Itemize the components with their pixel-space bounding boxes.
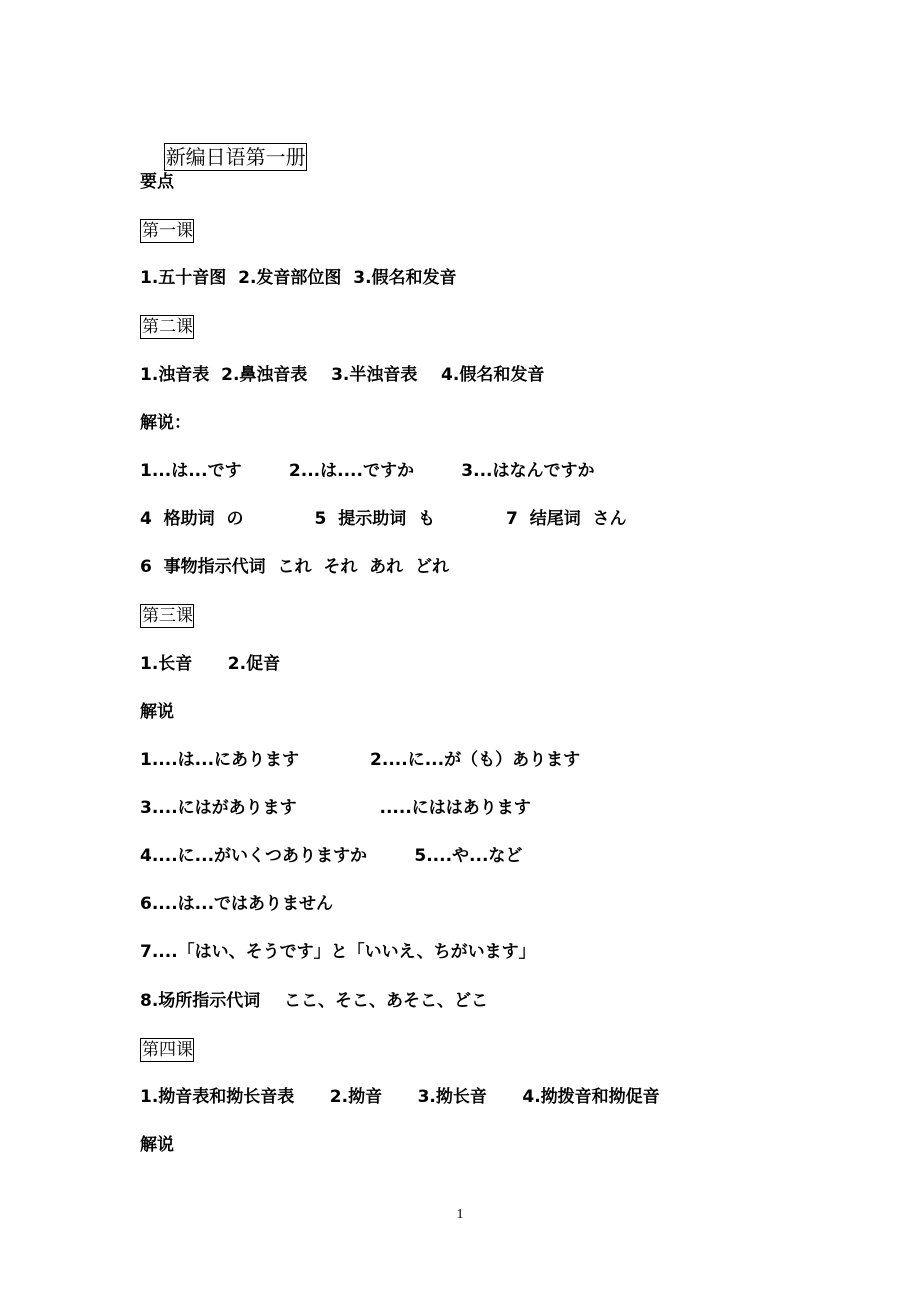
line-text: 1...は...です 2...は....ですか 3...はなんですか [140, 461, 595, 481]
lesson-heading-text: 第一课 [142, 221, 193, 241]
line-text: 1....は...にあります 2....に...が（も）あります [140, 750, 581, 770]
text-line [140, 1086, 660, 1108]
text-line [140, 171, 174, 193]
line-text: 6....は...ではありません [140, 894, 334, 914]
line-text: 1.长音 2.促音 [140, 654, 281, 674]
text-line [140, 653, 280, 675]
line-text: 3....にはがあります .....にははあります [140, 798, 531, 818]
text-line [140, 701, 174, 723]
page-number: 1 [456, 1207, 464, 1222]
line-text: 4....に...がいくつありますか 5....や...など [140, 846, 523, 866]
line-text: 8.场所指示代词 ここ、そこ、あそこ、どこ [140, 991, 488, 1011]
line-text: 7....「はい、そうです」と「いいえ、ちがいます」 [140, 942, 536, 962]
document-title: 新编日语第一册 [165, 145, 306, 169]
line-text: 1.浊音表 2.鼻浊音表 3.半浊音表 4.假名和发音 [140, 365, 545, 385]
text-line [140, 893, 333, 915]
text-line [140, 845, 522, 867]
text-line [140, 508, 627, 530]
text-line [140, 556, 449, 578]
line-text: 6 事物指示代词 これ それ あれ どれ [140, 557, 450, 577]
line-text: 要点 [140, 172, 174, 192]
text-line [140, 460, 595, 482]
line-text: 1.拗音表和拗长音表 2.拗音 3.拗长音 4.拗拨音和拗促音 [140, 1087, 660, 1107]
text-line [140, 797, 531, 819]
text-line [140, 941, 536, 963]
lesson-heading [140, 219, 194, 243]
text-line [140, 749, 580, 771]
line-text: 解说 [140, 702, 174, 722]
line-text: 解说： [140, 413, 191, 433]
lesson-heading-text: 第二课 [142, 317, 193, 337]
text-line [140, 990, 488, 1012]
text-line [140, 364, 544, 386]
line-text: 4 格助词 の 5 提示助词 も 7 结尾词 さん [140, 509, 627, 529]
line-text: 1.五十音图 2.发音部位图 3.假名和发音 [140, 268, 457, 288]
lesson-heading-text: 第四课 [142, 1040, 193, 1060]
lesson-heading-text: 第三课 [142, 606, 193, 626]
line-text: 解说 [140, 1135, 174, 1155]
lesson-heading [140, 604, 194, 628]
lesson-heading [140, 1038, 194, 1062]
text-line [140, 412, 191, 434]
lesson-heading [140, 315, 194, 339]
text-line [140, 267, 457, 289]
text-line [140, 1134, 174, 1156]
